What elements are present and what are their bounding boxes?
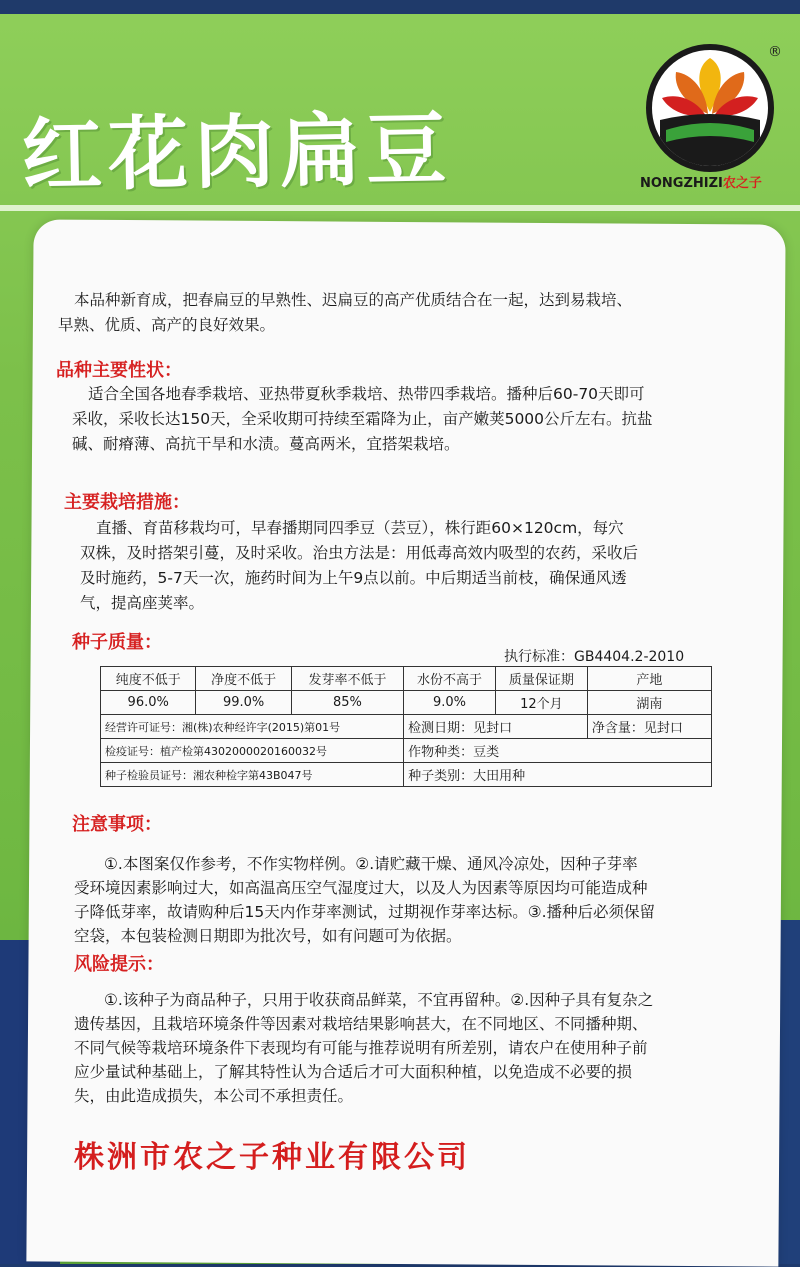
intro-text xyxy=(58,288,633,338)
cultivation-line: 及时施药，5-7天一次，施药时间为上午9点以前。中后期适当前枝，确保通风透 xyxy=(80,569,627,587)
cultivation-line: 双株，及时搭架引蔓，及时采收。治虫方法是：用低毒高效内吸型的农药，采收后 xyxy=(80,544,639,562)
table-cell: 种子类别：大田用种 xyxy=(404,763,712,787)
company-name: 株洲市农之子种业有限公司 xyxy=(74,1140,470,1175)
traits-heading: 品种主要性状： xyxy=(56,360,182,381)
intro-line: 早熟、优质、高产的良好效果。 xyxy=(58,316,276,334)
table-cell: 湖南 xyxy=(587,691,711,715)
notes-line: 受环境因素影响过大，如高温高压空气湿度过大，以及人为因素等原因均可能造成种 xyxy=(74,879,648,897)
table-cell: 96.0% xyxy=(101,691,196,715)
notes-line: ①.本图案仅作参考，不作实物样例。②.请贮藏干燥、通风冷凉处，因种子芽率 xyxy=(104,855,638,873)
traits-line: 碱、耐瘠薄、高抗干旱和水渍。蔓高两米，宜搭架栽培。 xyxy=(72,435,460,453)
cultivation-line: 气，提高座荚率。 xyxy=(80,594,205,612)
product-title: 红花肉扁豆 xyxy=(21,102,453,203)
registered-mark: ® xyxy=(768,44,782,60)
risk-line: 不同气候等栽培环境条件下表现均有可能与推荐说明有所差别，请农户在使用种子前 xyxy=(74,1039,648,1057)
table-cell: 检疫证号：植产检第4302000020160032号 xyxy=(101,739,404,763)
notes-line: 空袋，本包装检测日期即为批次号，如有问题可为依据。 xyxy=(74,927,462,945)
table-header-cell: 水份不高于 xyxy=(404,667,496,691)
table-header-cell: 质量保证期 xyxy=(495,667,587,691)
table-header-cell: 纯度不低于 xyxy=(101,667,196,691)
table-row xyxy=(101,667,712,691)
risk-line: 失，由此造成损失，本公司不承担责任。 xyxy=(74,1087,354,1105)
table-cell: 经营许可证号：湘(株)农种经许字(2015)第01号 xyxy=(101,715,404,739)
risk-line: 遗传基因，且栽培环境条件等因素对栽培结果影响甚大，在不同地区、不同播种期、 xyxy=(74,1015,648,1033)
table-header-cell: 产地 xyxy=(587,667,711,691)
white-stripe xyxy=(0,205,800,211)
quality-standard: 执行标准：GB4404.2-2010 xyxy=(504,649,685,665)
intro-line: 本品种新育成，把春扁豆的早熟性、迟扁豆的高产优质结合在一起，达到易栽培、 xyxy=(74,291,633,309)
table-row xyxy=(101,739,712,763)
traits-text xyxy=(72,382,653,457)
logo-wordmark xyxy=(640,172,790,191)
logo-chinese: 农之子 xyxy=(722,176,762,191)
risk-line: ①.该种子为商品种子，只用于收获商品鲜菜，不宜再留种。②.因种子具有复杂之 xyxy=(104,991,654,1009)
table-row xyxy=(101,715,712,739)
table-cell: 检测日期：见封口 xyxy=(404,715,588,739)
brand-logo xyxy=(640,44,780,194)
notes-text xyxy=(74,852,655,948)
table-cell: 85% xyxy=(291,691,403,715)
table-cell: 净含量：见封口 xyxy=(587,715,711,739)
risk-line: 应少量试种基础上，了解其特性认为合适后才可大面积种植，以免造成不必要的损 xyxy=(74,1063,633,1081)
quality-heading: 种子质量： xyxy=(72,632,162,653)
risk-heading: 风险提示： xyxy=(74,954,164,975)
logo-latin: NONGZHIZI xyxy=(640,176,723,191)
risk-text xyxy=(74,988,653,1108)
traits-line: 适合全国各地春季栽培、亚热带夏秋季栽培、热带四季栽培。播种后60-70天即可 xyxy=(88,385,645,403)
top-edge xyxy=(0,0,800,14)
traits-line: 采收，采收长达150天，全采收期可持续至霜降为止，亩产嫩荚5000公斤左右。抗盐 xyxy=(72,410,653,428)
cultivation-heading: 主要栽培措施： xyxy=(64,492,190,513)
table-cell: 99.0% xyxy=(196,691,291,715)
seed-quality-table xyxy=(100,666,712,787)
table-cell: 种子检验员证号：湘农种检字第43B047号 xyxy=(101,763,404,787)
table-cell: 9.0% xyxy=(404,691,496,715)
table-row xyxy=(101,691,712,715)
table-cell: 作物种类：豆类 xyxy=(404,739,712,763)
table-row xyxy=(101,763,712,787)
logo-icon xyxy=(646,44,774,172)
notes-line: 子降低芽率，故请购种后15天内作芽率测试，过期视作芽率达标。③.播种后必须保留 xyxy=(74,903,656,921)
table-cell: 12个月 xyxy=(495,691,587,715)
notes-heading: 注意事项： xyxy=(72,814,162,835)
table-header-cell: 净度不低于 xyxy=(196,667,291,691)
cultivation-text xyxy=(80,516,638,616)
table-header-cell: 发芽率不低于 xyxy=(291,667,403,691)
cultivation-line: 直播、育苗移栽均可，早春播期同四季豆（芸豆），株行距60×120cm，每穴 xyxy=(96,519,624,537)
